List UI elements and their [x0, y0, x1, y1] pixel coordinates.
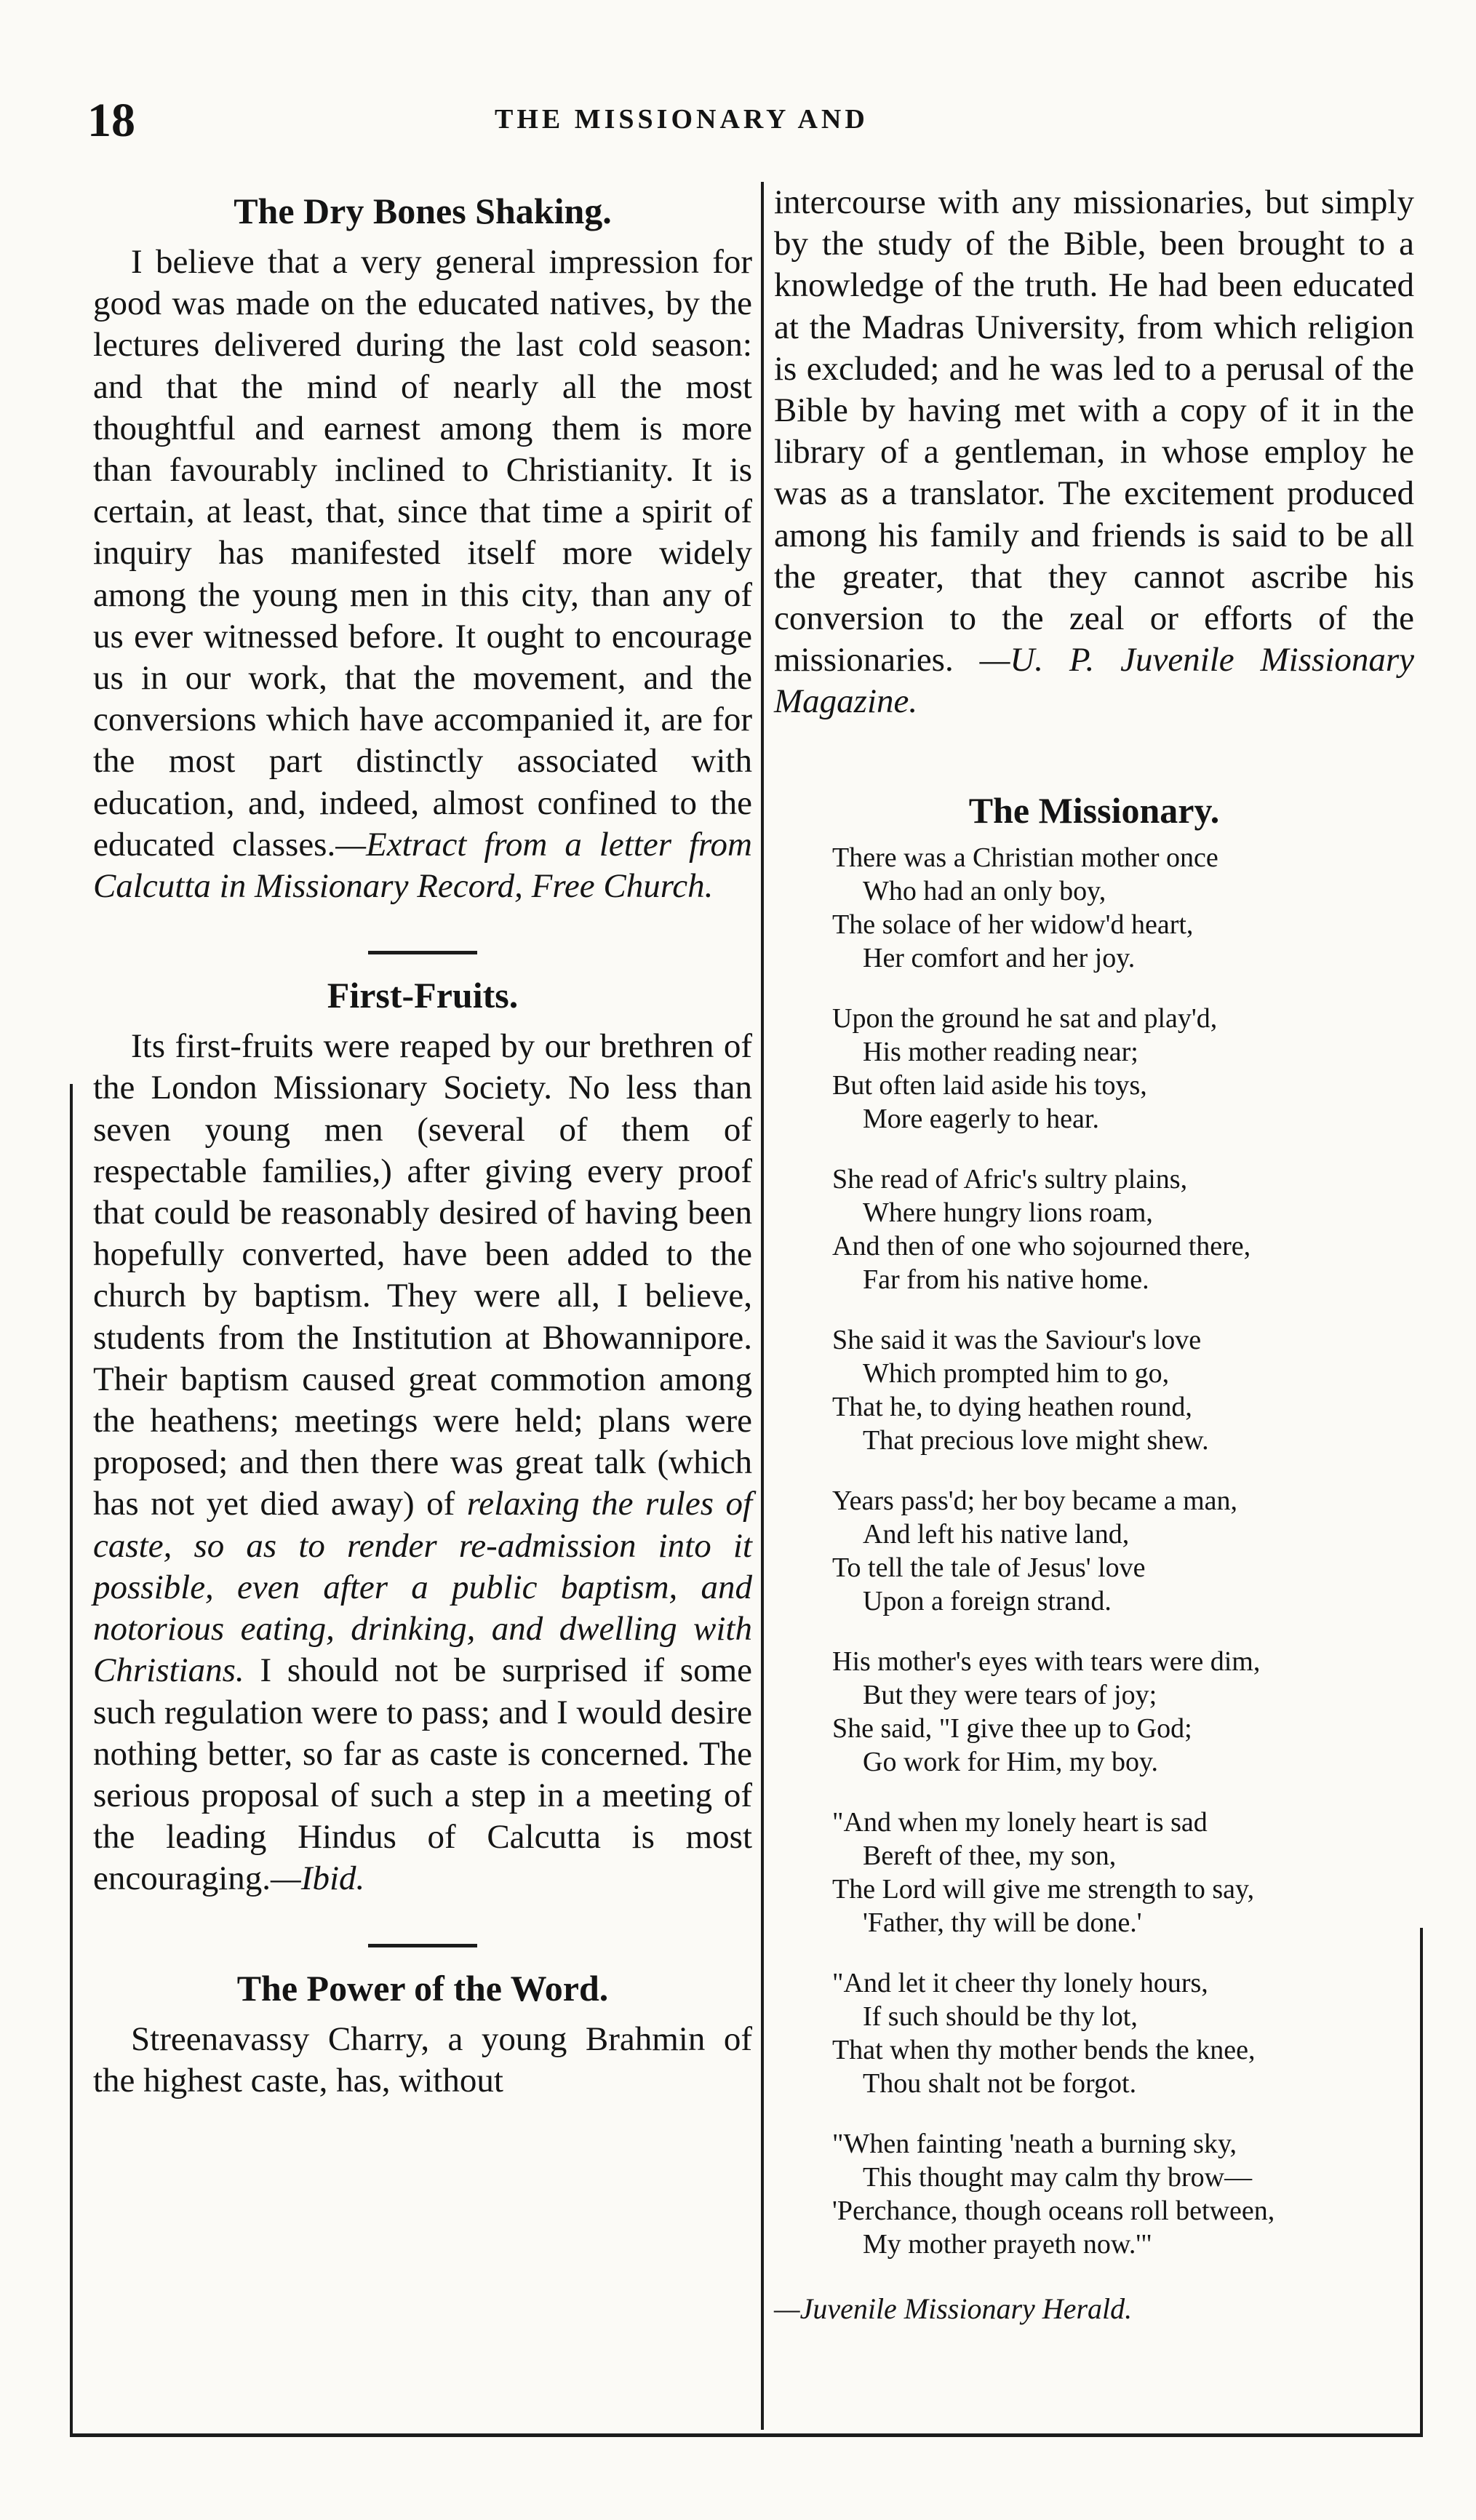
poem-line: Who had an only boy,	[863, 875, 1106, 906]
left-column	[93, 182, 752, 2102]
poem-line: Her comfort and her joy.	[863, 942, 1136, 973]
article-source: —U. P. Juvenile Missionary Magazine.	[774, 641, 1414, 721]
article-text: intercourse with any missionaries, but simply by the study of the Bible, been brought to a knowledge of the truth. He had been educated at the Madras University, from which religion is excluded; and he was led to a perusal of the Bible by having met with a copy of it in the library of a gentleman, in whose employ he was as a translator. The excitement produced among his family and friends is said to be all the greater, that they cannot ascribe his conversion to the zeal or efforts of the missionaries.	[774, 183, 1414, 679]
poem-line: The Lord will give me strength to say,	[832, 1873, 1255, 1905]
poem-line: That when thy mother bends the knee,	[832, 2034, 1256, 2065]
page-number: 18	[87, 94, 135, 147]
article-dry-bones	[93, 189, 752, 907]
section-divider	[368, 951, 477, 954]
poem-stanza	[832, 1163, 1414, 1296]
article-text: I believe that a very general impression for good was made on the educated natives, by the lectures delivered during the last cold season: and that the mind of nearly all the most thoughtful and earnest among them is more than favourably inclined to Christianity. It is certain, at least, that, since that time a spirit of inquiry has manifested itself more widely among the young men in this city, than any of us ever witnessed before. It ought to encourage us in our work, that the movement, and the conversions which have accompanied it, are for the most part distinctly associated with education, and, indeed, almost confined to the educated classes.	[93, 243, 752, 864]
column-divider	[761, 182, 764, 2430]
article-power-of-word	[93, 1966, 752, 2102]
poem-line: She read of Afric's sultry plains,	[832, 1163, 1188, 1195]
poem-line: The solace of her widow'd heart,	[832, 909, 1194, 940]
poem-stanza	[832, 1484, 1414, 1618]
article-title: The Power of the Word.	[236, 1967, 609, 2009]
left-border	[70, 1084, 73, 2437]
poem-line: 'Perchance, though oceans roll between,	[832, 2195, 1275, 2226]
article-italic-text: relaxing the rules of caste, so as to render re-admission into it possible, even after a public baptism, and notorious eating, drinking, and dwelling with Christians.	[93, 1485, 752, 1690]
poem-stanza	[832, 1323, 1414, 1457]
poem-line: She said it was the Saviour's love	[832, 1324, 1202, 1355]
poem-line: She said, "I give thee up to God;	[832, 1712, 1192, 1744]
poem-line: And left his native land,	[863, 1518, 1130, 1550]
poem-line: Go work for Him, my boy.	[863, 1746, 1158, 1777]
article-first-fruits	[93, 973, 752, 1899]
poem	[832, 841, 1414, 2261]
poem-line: There was a Christian mother once	[832, 842, 1218, 873]
poem-stanza	[832, 1966, 1414, 2100]
article-body: Streenavassy Charry, a young Brahmin of the highest caste, has, without	[93, 2019, 752, 2100]
article-title: First-Fruits.	[327, 975, 519, 1016]
poem-stanza	[832, 1002, 1414, 1136]
right-border	[1420, 1928, 1423, 2437]
poem-line: Far from his native home.	[863, 1264, 1149, 1295]
article-text-continued: I should not be surprised if some such regulation were to pass; and I would desire nothing better, so far as caste is concerned. The serious proposal of such a step in a meeting of the leading Hindus of Calcutta is most encouraging.	[93, 1651, 752, 1898]
poem-line: "And when my lonely heart is sad	[832, 1806, 1208, 1838]
running-title: THE MISSIONARY AND	[495, 104, 869, 135]
article-body-continued	[774, 182, 1414, 723]
poem-line: Upon the ground he sat and play'd,	[832, 1002, 1218, 1034]
section-divider	[368, 1944, 477, 1947]
poem-line: 'Father, thy will be done.'	[863, 1907, 1142, 1938]
article-body	[93, 242, 752, 907]
poem-stanza	[832, 2127, 1414, 2261]
bottom-border	[70, 2433, 1423, 2437]
poem-line: And then of one who sojourned there,	[832, 1230, 1251, 1261]
poem-line: His mother's eyes with tears were dim,	[832, 1646, 1261, 1677]
poem-line: Which prompted him to go,	[863, 1357, 1170, 1389]
poem-stanza	[832, 841, 1414, 975]
poem-title: The Missionary.	[968, 789, 1220, 831]
poem-line: More eagerly to hear.	[863, 1103, 1099, 1134]
poem-line: To tell the tale of Jesus' love	[832, 1552, 1146, 1583]
article-source: —Extract from a letter from Calcutta in Missionary Record, Free Church.	[93, 825, 752, 906]
poem-line: His mother reading near;	[863, 1036, 1138, 1067]
article-text: Its first-fruits were reaped by our brethren of the London Missionary Society. No less than seven young men (several of them of respectable families,) after giving every proof that could be reasonably desired of having been hopefully converted, have been added to the church by baptism. They were all, I believe, students from the Institution at Bhowannipore. Their baptism caused great commotion among the heathens; meetings were held; plans were proposed; and then there was great talk (which has not yet died away) of	[93, 1027, 752, 1523]
poem-line: Thou shalt not be forgot.	[863, 2068, 1137, 2099]
poem-line: Bereft of thee, my son,	[863, 1840, 1117, 1871]
poem-line: If such should be thy lot,	[863, 2001, 1138, 2032]
poem-line: This thought may calm thy brow—	[863, 2161, 1253, 2193]
poem-line: But often laid aside his toys,	[832, 1069, 1147, 1101]
article-title: The Dry Bones Shaking.	[234, 191, 612, 231]
poem-line: But they were tears of joy;	[863, 1679, 1157, 1710]
poem-line: "When fainting 'neath a burning sky,	[832, 2128, 1237, 2159]
right-column	[774, 182, 1414, 2329]
poem-line: My mother prayeth now.'"	[863, 2228, 1152, 2260]
poem-line: Where hungry lions roam,	[863, 1197, 1153, 1228]
poem-line: Upon a foreign strand.	[863, 1585, 1112, 1616]
poem-line: Years pass'd; her boy became a man,	[832, 1485, 1237, 1516]
poem-stanza	[832, 1806, 1414, 1939]
poem-source: —Juvenile Missionary Herald.	[774, 2292, 1133, 2325]
poem-line: That precious love might shew.	[863, 1424, 1209, 1456]
poem-line: "And let it cheer thy lonely hours,	[832, 1967, 1208, 1998]
poem-stanza	[832, 1645, 1414, 1779]
article-source: —Ibid.	[271, 1859, 365, 1898]
article-body	[93, 1026, 752, 1899]
poem-line: That he, to dying heathen round,	[832, 1391, 1192, 1422]
